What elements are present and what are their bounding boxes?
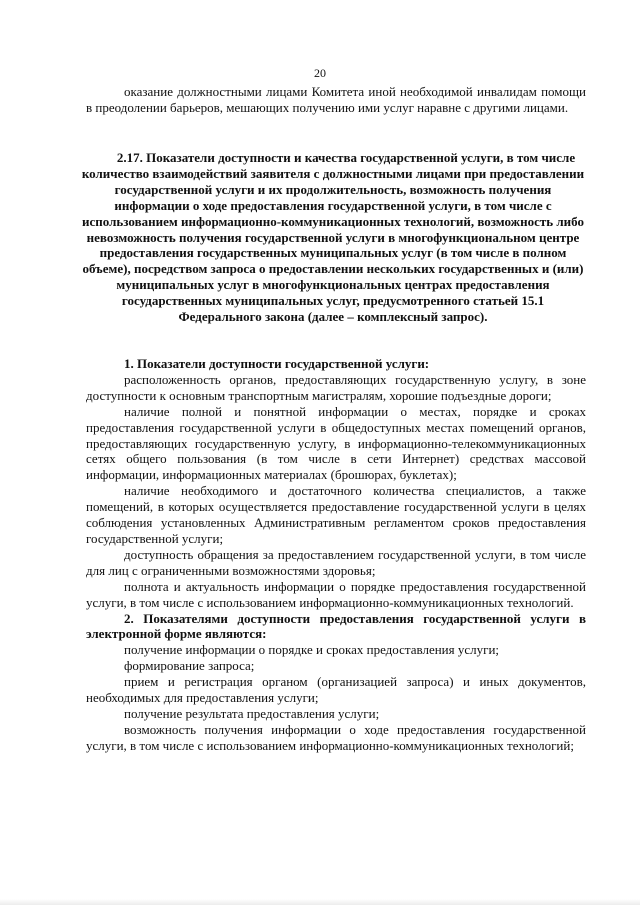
section-2-item: возможность получения информации о ходе предоставления государственной услуги, в том числе с использованием информационно-коммуникационных технологий;	[86, 721, 586, 753]
section-2-item: получение результата предоставления услуги;	[124, 705, 380, 721]
section-2-item: получение информации о порядке и сроках предоставления услуги;	[124, 642, 500, 658]
section-1-item: наличие полной и понятной информации о местах, порядке и сроках предоставления государственной услуги в общедоступных местах помещений органов, предоставляющих государственную услугу, в информационно-телекоммуникационных сетях общего пользования (в том числе в сети Интернет) средствах массовой информации, информационных материалах (брошюрах, буклетах);	[86, 403, 586, 483]
section-1-heading: 1. Показатели доступности государственной услуги:	[124, 356, 430, 371]
section-1-item: наличие необходимого и достаточного количества специалистов, а также помещений, в которых осуществляется предоставление государственной услуги в целях соблюдения установленных Административным регламентом сроков предоставления государственной услуги;	[86, 483, 586, 546]
section-title	[80, 150, 586, 325]
section-1-item: расположенность органов, предоставляющих государственную услугу, в зоне доступности к основным транспортным магистралям, хорошие подъездные дороги;	[86, 371, 586, 403]
section-1	[86, 356, 586, 754]
page-number: 20	[314, 66, 326, 80]
section-1-item: полнота и актуальность информации о порядке предоставления государственной услуги, в том числе с использованием информационно-коммуникационных технологий.	[86, 578, 586, 610]
section-title-text: 2.17. Показатели доступности и качества государственной услуги, в том числе количество взаимодействий заявителя с должностными лицами при предоставлении государственной услуги и их продолжительность, возможность получения информации о ходе предоставления государственной услуги, в том числе с использованием информационно-коммуникационных технологий, возможность либо невозможность получения государственной услуги в многофункциональном центре предоставления государственных муниципальных услуг (в том числе в полном объеме), посредством запроса о предоставлении нескольких государственных и (или) муниципальных услуг в многофункциональных центрах предоставления государственных муниципальных услуг, предусмотренного статьей 15.1 Федерального закона (далее – комплексный запрос).	[81, 150, 585, 325]
intro-paragraph-block	[86, 84, 586, 116]
section-2-item: прием и регистрация органом (организацией запроса) и иных документов, необходимых для предоставления услуги;	[86, 674, 586, 706]
intro-paragraph: оказание должностными лицами Комитета иной необходимой инвалидам помощи в преодолении барьеров, мешающих получению ими услуг наравне с другими лицами.	[86, 84, 586, 115]
scan-bottom-edge	[0, 899, 640, 905]
section-1-item: доступность обращения за предоставлением государственной услуги, в том числе для лиц с ограниченными возможностями здоровья;	[86, 546, 586, 578]
section-2-heading: 2. Показателями доступности предоставления государственной услуги в электронной форме являются:	[86, 610, 586, 642]
section-2-item: формирование запроса;	[124, 658, 255, 674]
